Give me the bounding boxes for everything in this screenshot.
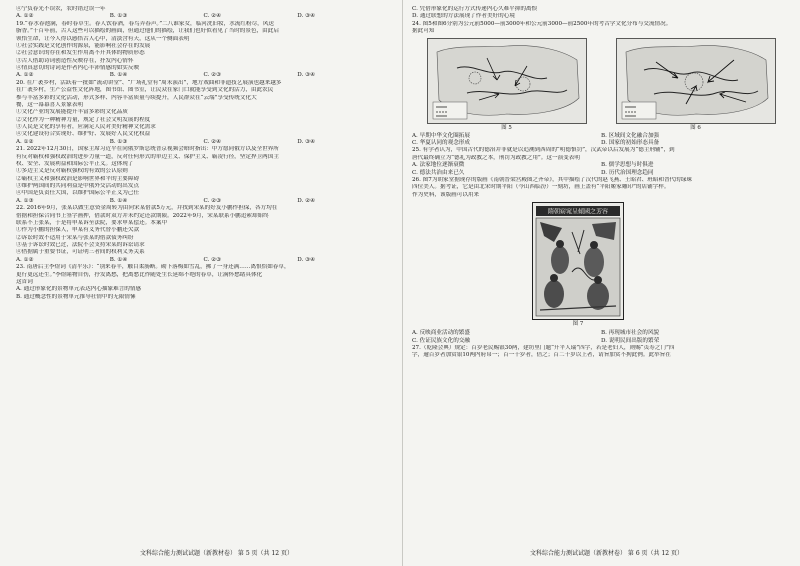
option-line: ②社会意识的存在和发生作用离不开其体的物质形态 <box>16 50 145 57</box>
option-line: ④借据属于重要书证，可证明三者间的权利义务关系 <box>16 249 145 256</box>
option-line: ②霸权主义和强权政治是影响世界和平的主要障碍 <box>16 175 140 182</box>
figure-5-caption: 图 5 <box>501 124 512 131</box>
option-line: ③古人借助诗词创造性反映存在，抒发内心情怀 <box>16 57 134 64</box>
question-21 <box>16 146 391 205</box>
choice: C. 华夏认同的观念形成 <box>412 140 470 146</box>
question-line: 唐代最终确立为“德礼为政教之本，刑罚为政教之用”。这一演变表明 <box>412 154 580 161</box>
woodcut-title: 隋朝窈窕呈傾國之芳容 <box>547 208 609 216</box>
option-line: ②诉讼时效不适用于宋某与张某的借款债务纠纷 <box>16 234 134 241</box>
choice: A. ①③ <box>16 197 34 204</box>
woodcut-image <box>532 202 624 320</box>
question-25 <box>412 147 790 177</box>
choices-q26-row1 <box>412 330 790 337</box>
choice: A. 早期中华文化圈拓展 <box>412 132 470 139</box>
question-line: 21. 2022年12月30日，国家主席习近平在同俄罗斯总统普京视频会晤时指出：中方愿同俄方以及全世界所 <box>16 146 279 153</box>
choice: D. ③④ <box>297 256 316 263</box>
choices-q18 <box>16 13 391 20</box>
choices-q21 <box>16 198 391 205</box>
choice: B. ①④ <box>109 197 128 204</box>
page-footer-right: 文科综合能力测试试题（新教材卷） 第 6 页（共 12 页） <box>530 550 683 557</box>
choice: C. 德法共治由来已久 <box>412 169 465 176</box>
question-line: 20. 在广袤乡村，活跃着一批如“流动讲堂”、“广场礼堂有“周末演出”，地方戏曲和非遗技艺展演也越来越多 <box>16 79 282 86</box>
question-line: 据此可知 <box>412 28 435 35</box>
question-line: 24. 图5和图6分别为公元前5000—前3000年和公元前3000—前2500年的考古学文化分布与交流情况。 <box>412 20 672 27</box>
question-line: ④宁负春光不误农，农时错过误一年 <box>16 6 106 12</box>
question-line: 23. 南唐后主李煜词《清平乐》：“别来春半，触目柔肠断。砌下落梅如雪乱，拂了一身还满……离恨恰如春草， <box>16 264 290 271</box>
question-26 <box>412 177 790 345</box>
option-line: ③人民是文化的享有者，应满足人民对美好精神文化需求 <box>16 124 156 130</box>
choice: C. ②④ <box>203 138 222 145</box>
choice: B. ①④ <box>109 256 128 263</box>
figure-maps <box>412 38 790 132</box>
question-line: 27.（乾隆会典）规定：百岁老民赐银30两，建坊里门题“升平人瑞”四字，若是老妇人，则赐“贞寿之门”四 <box>412 344 675 351</box>
figure-6 <box>616 38 776 132</box>
figure-7-caption: 图 7 <box>572 321 584 327</box>
question-line: 字，逾百岁者加赏银10两内府帛一；百一十岁者，倍之；百二十岁以上者，请旨加赏不拘此例。此举旨在 <box>412 352 671 359</box>
choice: A. ①② <box>16 138 34 145</box>
choice: D. ③④ <box>297 72 316 79</box>
question-line: 22. 2016年9月，张某以做生意资金周转为由向宋某借款5万元，并找到宋某的好友小鹏作担保，各方均在 <box>16 205 278 212</box>
figure-5 <box>427 38 587 132</box>
question-23 <box>16 264 391 301</box>
page-footer-left: 文科综合能力测试试题（新教材卷） 第 5 页（共 12 页） <box>140 550 293 557</box>
option-line: ④情真意切的诗词是作者内心丰沛情感的如实反映 <box>16 65 140 71</box>
option-line: ④中国是负责任大国，以维护国际公平正义为己任 <box>16 190 140 197</box>
choice: C. ②③ <box>203 197 222 204</box>
choice: B. ①④ <box>109 72 128 79</box>
choice: A. ①② <box>16 72 34 79</box>
right-page <box>412 6 790 360</box>
question-line: 领悟生命，让今人得以感悟古人心中，清淡含有天，这从一个侧面表明 <box>16 35 190 42</box>
choice: C. ②③ <box>203 256 222 263</box>
choice: B. ①③ <box>109 138 128 145</box>
choice: A. ①② <box>16 13 34 20</box>
question-line: 25. 有学者认为，中国古代的德治并非就是以追溯到西周的“明德慎罚”，汉武帝以后发展为“德主刑辅”，到 <box>412 147 675 154</box>
question-27 <box>412 345 790 360</box>
question-24 <box>412 21 790 148</box>
choice: A. ①② <box>16 256 34 263</box>
left-page <box>16 6 391 301</box>
choice: D. 说明民间出版的繁荣 <box>601 337 660 344</box>
question-line: 权、安全、发展利益和国际公平正义。这体现了 <box>16 160 134 167</box>
option-line: ③基于诉讼时效已过，法院不会支持宋某的诉讼请求 <box>16 242 145 248</box>
question-line: 这首词 <box>16 278 33 285</box>
choice: B. 儒学思想与时俱进 <box>601 162 654 169</box>
choice: A. 法家地位逐渐衰微 <box>412 162 465 169</box>
question-line: 脂香。”千百年前，古人这些可以描绘的画面，但通过他们的描绘，让我们也好似看见了当时的景色，由此启 <box>16 28 279 35</box>
question-line: 19.“春水春池满，春时春草生。春人饮春酒，春鸟弄春声。”二八谁家女，临河洗旧妆，水流红粉尽，风送 <box>16 20 274 27</box>
page-divider <box>402 0 403 566</box>
option-line: C. 凭借形象化的运行方式传递内心久难平抑的离恨 <box>412 6 538 12</box>
figure-7 <box>532 202 624 328</box>
choice: D. ③④ <box>297 13 316 20</box>
option-line: ②文化作为一种精神力量，规定了社会文明发展的程度 <box>16 116 151 123</box>
choices-q24-row2 <box>412 140 790 147</box>
choice: A. 反映商业活动的繁盛 <box>412 330 470 337</box>
choices-q25-row2 <box>412 170 790 177</box>
map-figure-5-image <box>427 38 587 124</box>
question-line: 借据和担保合同书上签字画押，借款时双方并未约定还款期限。2022年9月，宋某联系小鹏追索却始终 <box>16 212 269 219</box>
choice: D. 国家的初始形态具备 <box>601 140 660 146</box>
question-22 <box>16 205 391 264</box>
question-line: 有反对霸权和强权政治的进步力量一道，反对任何形式的单边主义、保护主义、霸凌行径，坚定捍卫两国主 <box>16 153 279 160</box>
option-line: ③维护两国间的共同利益是中俄外交活动的出发点 <box>16 183 140 189</box>
choice: C. 佐证民族文化的交融 <box>412 337 470 344</box>
choice: B. ①③ <box>109 13 128 20</box>
map-figure-6-image <box>616 38 776 124</box>
choices-q22 <box>16 257 391 264</box>
choice: D. 历代治国理念趋同 <box>601 169 654 176</box>
option-line: ①社会实践是文化创作的源泉，能影响社会存在的发展 <box>16 42 151 49</box>
option-line: B. 通过概念性的景物单元推导社情中的无限情愫 <box>16 293 136 300</box>
question-line: 作为史料，该版画可以用来 <box>412 191 480 198</box>
figure-6-caption: 图 6 <box>690 124 701 131</box>
question-line: 联系不上张某，于是将申某诉至法院，要求申某偿还。本案中 <box>16 219 168 226</box>
option-line: ①文化产业的发展能提升丰富多彩的文化品质 <box>16 109 128 116</box>
choice: B. 区域间文化融合加强 <box>601 132 660 139</box>
option-line: ①多边主义是反对霸权强权的有效的公认原则 <box>16 168 128 175</box>
option-line: ④文化建设符合实现好、维护好、发展好人民文化权益 <box>16 131 151 138</box>
choice: B. 再现城市社会的风貌 <box>601 330 660 337</box>
question-line: 餐，这一幕幕喜人景象表明 <box>16 101 84 108</box>
option-line: ①作为小鹏的担保人，申某有义务代替小鹏还欠款 <box>16 227 140 234</box>
choices-q20 <box>16 139 391 146</box>
question-line: 四位美人。据考证，它是由北宋时期平阳（今山西临汾）一刻坊，画上盖有“平阳姬家雕印”的店铺字样。 <box>412 184 670 191</box>
question-line: 在广袤乡村，生产公益性文化阵地，图书馆、图书室，让民众在家门口就能享受到文化的活力，由此农民 <box>16 87 274 94</box>
choice: D. ②④ <box>297 197 316 204</box>
choices-q24-row1 <box>412 133 790 140</box>
question-line: 26. 图7为胡家堂据现存的版画《南朝晋梁宫殿图之齐帝》，其中描绘了汉代的赵飞燕、王昭君、班昭和晋代的绿珠 <box>412 176 692 183</box>
choice: C. ②③ <box>203 72 222 79</box>
question-20 <box>16 80 391 146</box>
choice: C. ②④ <box>203 13 222 20</box>
choices-q26-row2 <box>412 338 790 345</box>
option-line: D. 通过联想的方法展现了作者美好的心境 <box>412 13 515 20</box>
choices-q25-row1 <box>412 162 790 169</box>
question-line: 更行更远还生。”李煜睹物自伤，抒发离愁，把离愁比作随处生长延绵不绝的春草，让满怀愁绪具体化 <box>16 271 263 278</box>
choice: D. ③④ <box>297 138 316 145</box>
question-19 <box>16 21 391 80</box>
option-line: A. 通过形象化的景物单元表达内心抽象难言的情感 <box>16 286 142 293</box>
question-line: 参与丰富多彩的文化活动，形式多样、内容丰富质量与续提升，人民群众在“云端”享受传统文化大 <box>16 94 257 101</box>
choices-q19 <box>16 72 391 79</box>
